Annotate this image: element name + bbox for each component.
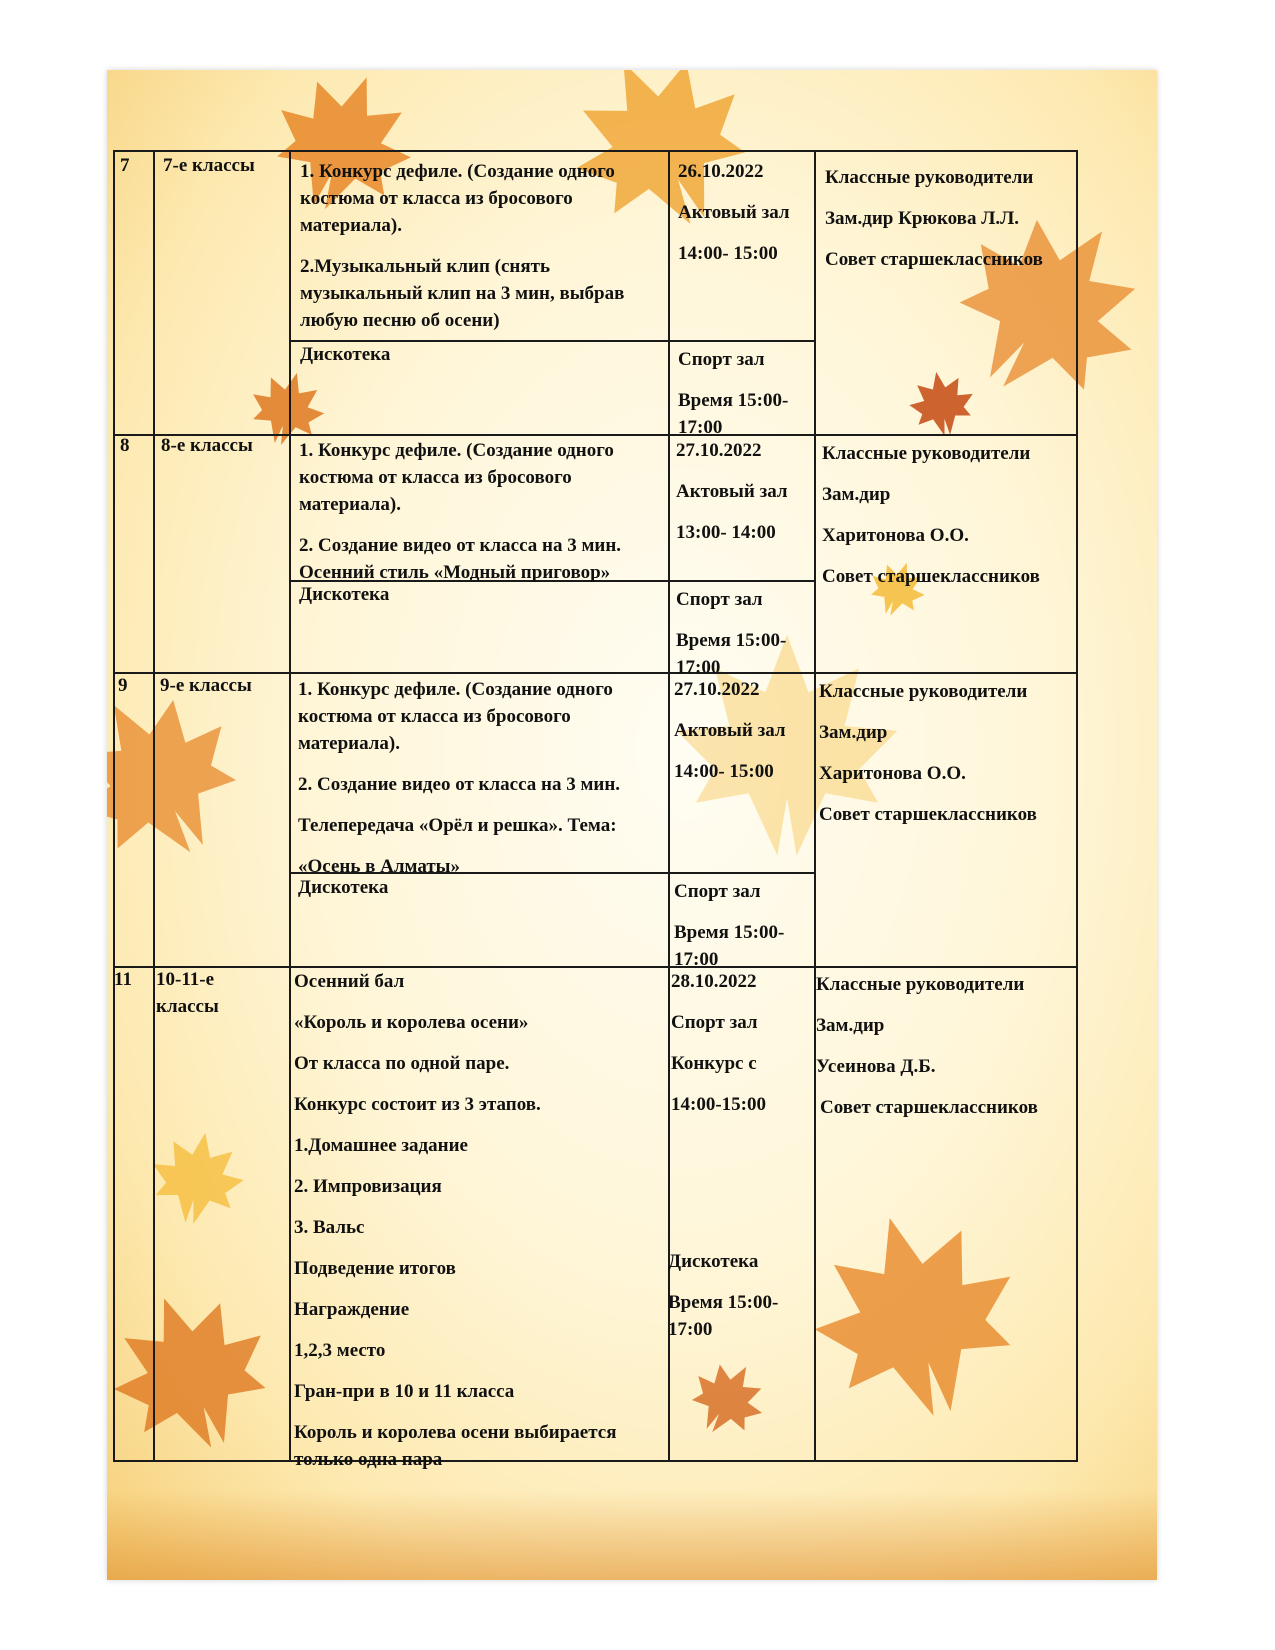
row-number: 9 bbox=[118, 675, 128, 696]
disco-time: 17:00 bbox=[668, 1319, 713, 1340]
responsible-cell bbox=[825, 164, 1043, 273]
table-border bbox=[153, 150, 155, 1462]
event-line: Король и королева осени выбирается bbox=[294, 1422, 617, 1443]
grade-cell: 8-е классы bbox=[161, 435, 253, 456]
event-time: 14:00- 15:00 bbox=[678, 243, 778, 264]
event-line: 1,2,3 место bbox=[294, 1340, 386, 1361]
event-line: 1. Конкурс дефиле. (Создание одного bbox=[299, 440, 614, 461]
event-date: 27.10.2022 bbox=[674, 679, 760, 700]
responsible-line: Зам.дир Крюкова Л.Л. bbox=[825, 208, 1020, 229]
event-line: Гран-при в 10 и 11 класса bbox=[294, 1381, 515, 1402]
responsible-line: Совет старшеклассников bbox=[820, 1097, 1038, 1118]
event-line: костюма от класса из бросового bbox=[298, 706, 571, 727]
disco-cell: Дискотека bbox=[668, 1251, 759, 1272]
event-date: 28.10.2022 bbox=[671, 971, 757, 992]
responsible-line: Зам.дир bbox=[822, 484, 891, 505]
disco-time: Время 15:00- bbox=[678, 390, 789, 411]
row-number: 7 bbox=[120, 155, 130, 176]
responsible-line: Классные руководители bbox=[819, 681, 1028, 702]
date-place-cell bbox=[676, 437, 788, 546]
responsible-cell bbox=[816, 971, 1038, 1121]
disco-time: Время 15:00- bbox=[668, 1292, 779, 1313]
event-cell bbox=[299, 437, 659, 586]
event-line: материала). bbox=[299, 494, 402, 515]
responsible-line: Харитонова О.О. bbox=[819, 763, 966, 784]
disco-place: Спорт зал bbox=[674, 881, 761, 902]
table-border bbox=[1076, 150, 1078, 1462]
responsible-line: Совет старшеклассников bbox=[819, 804, 1037, 825]
event-line: «Король и королева осени» bbox=[294, 1012, 529, 1033]
responsible-line: Классные руководители bbox=[822, 443, 1031, 464]
event-line: любую песню об осени) bbox=[300, 310, 500, 331]
disco-time: 17:00 bbox=[676, 657, 721, 678]
date-place-cell bbox=[674, 676, 786, 785]
event-line: 3. Вальс bbox=[294, 1217, 365, 1238]
event-line: 2. Импровизация bbox=[294, 1176, 442, 1197]
event-line: 2. Создание видео от класса на 3 мин. bbox=[298, 774, 621, 795]
event-contest: Конкурс с bbox=[671, 1053, 757, 1074]
event-line: материала). bbox=[300, 215, 403, 236]
table-border bbox=[113, 434, 1078, 436]
table-border bbox=[814, 150, 816, 1462]
event-line: костюма от класса из бросового bbox=[299, 467, 572, 488]
maple-leaf-icon bbox=[107, 1266, 301, 1484]
event-place: Актовый зал bbox=[676, 481, 788, 502]
event-place: Спорт зал bbox=[671, 1012, 758, 1033]
responsible-cell bbox=[819, 678, 1037, 828]
table-border bbox=[113, 150, 1078, 152]
grade-cell: 7-е классы bbox=[163, 155, 255, 176]
grade-line: классы bbox=[156, 996, 219, 1017]
disco-cell: Дискотека bbox=[299, 584, 390, 605]
disco-place: Спорт зал bbox=[678, 349, 765, 370]
disco-time: 17:00 bbox=[678, 417, 723, 438]
event-line: Телепередача «Орёл и решка». Тема: bbox=[298, 815, 617, 836]
event-date: 26.10.2022 bbox=[678, 161, 764, 182]
table-border bbox=[289, 150, 291, 1462]
row-number: 8 bbox=[120, 435, 130, 456]
disco-place-cell bbox=[676, 586, 786, 681]
event-time: 14:00- 15:00 bbox=[674, 761, 774, 782]
event-line: костюма от класса из бросового bbox=[300, 188, 573, 209]
event-line: музыкальный клип на 3 мин, выбрав bbox=[300, 283, 625, 304]
table-border bbox=[113, 150, 115, 1462]
disco-cell: Дискотека bbox=[298, 877, 389, 898]
event-cell bbox=[294, 968, 662, 1473]
grade-line: 10-11-е bbox=[156, 969, 215, 990]
event-line: 2. Создание видео от класса на 3 мин. bbox=[299, 535, 622, 556]
disco-cell: Дискотека bbox=[300, 344, 391, 365]
responsible-cell bbox=[822, 440, 1040, 590]
disco-place-cell bbox=[674, 878, 784, 973]
maple-leaf-icon bbox=[139, 1122, 255, 1238]
event-time: 13:00- 14:00 bbox=[676, 522, 776, 543]
event-line: только одна пара bbox=[294, 1449, 443, 1470]
event-line: 1.Домашнее задание bbox=[294, 1135, 468, 1156]
event-line: Осенний бал bbox=[294, 971, 405, 992]
responsible-line: Харитонова О.О. bbox=[822, 525, 969, 546]
event-line: материала). bbox=[298, 733, 401, 754]
event-place: Актовый зал bbox=[678, 202, 790, 223]
disco-time: 17:00 bbox=[674, 949, 719, 970]
event-line: Подведение итогов bbox=[294, 1258, 456, 1279]
event-place: Актовый зал bbox=[674, 720, 786, 741]
row-number: 11 bbox=[114, 969, 132, 990]
event-line: От класса по одной паре. bbox=[294, 1053, 510, 1074]
grade-cell bbox=[156, 966, 219, 1020]
responsible-line: Зам.дир bbox=[816, 1015, 885, 1036]
disco-place-cell bbox=[668, 1248, 778, 1343]
event-time: 14:00-15:00 bbox=[671, 1094, 766, 1115]
event-line: 1. Конкурс дефиле. (Создание одного bbox=[298, 679, 613, 700]
disco-place: Спорт зал bbox=[676, 589, 763, 610]
event-cell bbox=[300, 158, 660, 334]
event-line: Конкурс состоит из 3 этапов. bbox=[294, 1094, 541, 1115]
responsible-line: Совет старшеклассников bbox=[825, 249, 1043, 270]
responsible-line: Совет старшеклассников bbox=[822, 566, 1040, 587]
disco-place-cell bbox=[678, 346, 788, 441]
event-line: Награждение bbox=[294, 1299, 410, 1320]
event-line: «Осень в Алматы» bbox=[298, 856, 461, 877]
maple-leaf-icon bbox=[672, 1345, 781, 1454]
event-line: Осенний стиль «Модный приговор» bbox=[299, 562, 611, 583]
event-line: 2.Музыкальный клип (снять bbox=[300, 256, 551, 277]
responsible-line: Классные руководители bbox=[816, 974, 1025, 995]
event-cell bbox=[298, 676, 658, 880]
event-line: 1. Конкурс дефиле. (Создание одного bbox=[300, 161, 615, 182]
responsible-line: Усеинова Д.Б. bbox=[816, 1056, 936, 1077]
disco-time: Время 15:00- bbox=[676, 630, 787, 651]
grade-cell: 9-е классы bbox=[160, 675, 252, 696]
event-date: 27.10.2022 bbox=[676, 440, 762, 461]
responsible-line: Классные руководители bbox=[825, 167, 1034, 188]
disco-time: Время 15:00- bbox=[674, 922, 785, 943]
table-border bbox=[113, 672, 1078, 674]
responsible-line: Зам.дир bbox=[819, 722, 888, 743]
date-place-cell bbox=[671, 968, 766, 1118]
date-place-cell bbox=[678, 158, 790, 267]
